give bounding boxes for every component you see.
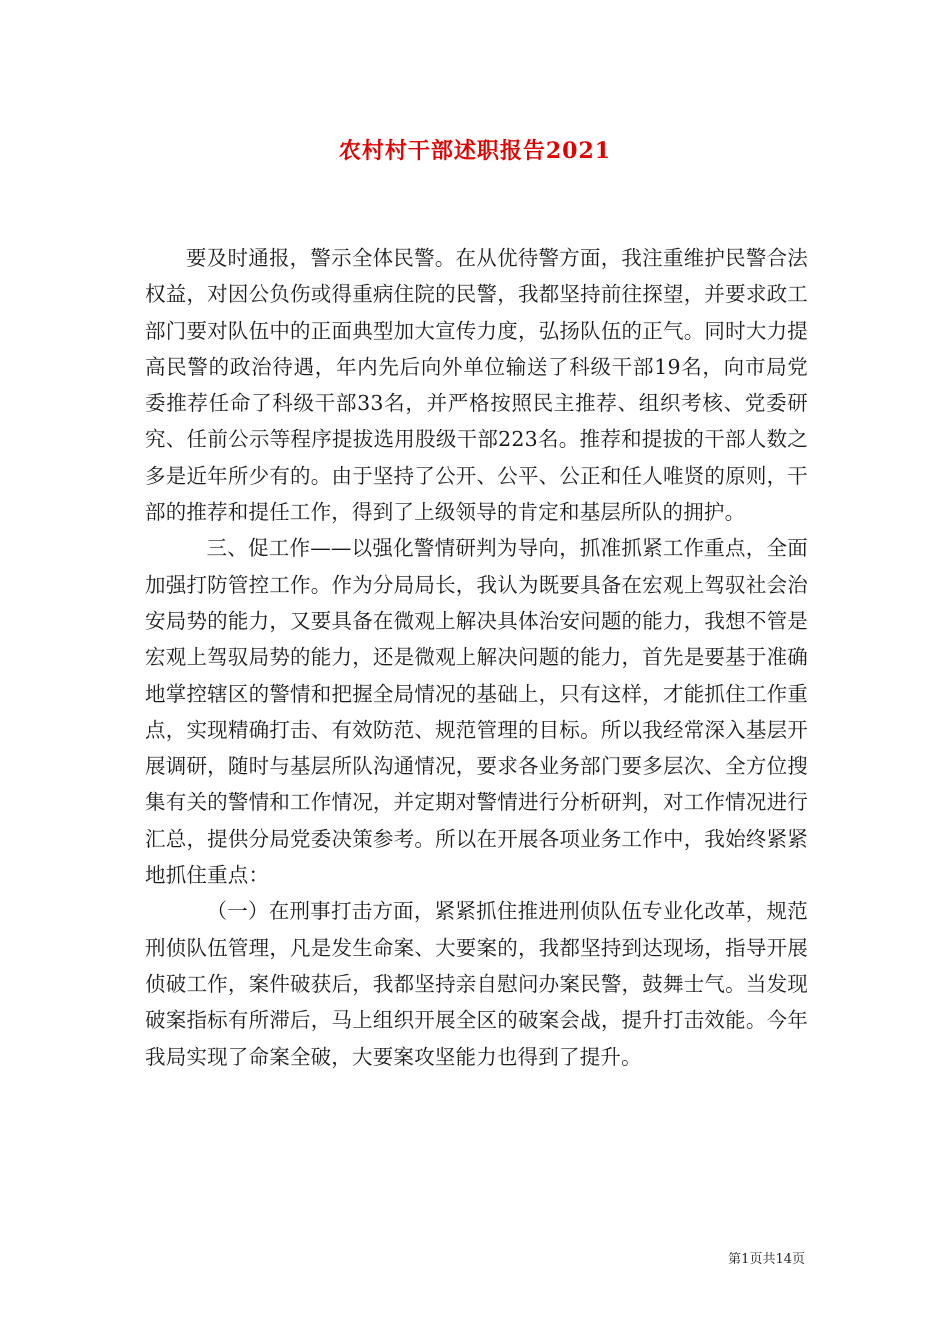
paragraph: 三、促工作——以强化警情研判为导向，抓准抓紧工作重点，全面加强打防管控工作。作为分局局长，我认为既要具备在宏观上驾驭社会治安局势的能力，又要具备在微观上解决具体治安问题的能力，我想不管是宏观上驾驭局势的能力，还是微观上解决问题的能力，首先是要基于准确地掌控辖区的警情和把握全局情况的基础上，只有这样，才能抓住工作重点，实现精确打击、有效防范、规范管理的目标。所以我经常深入基层开展调研，随时与基层所队沟通情况，要求各业务部门要多层次、全方位搜集有关的警情和工作情况，并定期对警情进行分析研判，对工作情况进行汇总，提供分局党委决策参考。所以在开展各项业务工作中，我始终紧紧地抓住重点：	[145, 536, 808, 888]
paragraph: 要及时通报，警示全体民警。在从优待警方面，我注重维护民警合法权益，对因公负伤或得重病住院的民警，我都坚持前往探望，并要求政工部门要对队伍中的正面典型加大宣传力度，弘扬队伍的正气。同时大力提高民警的政治待遇，年内先后向外单位输送了科级干部19名，向市局党委推荐任命了科级干部33名，并严格按照民主推荐、组织考核、党委研究、任前公示等程序提拔选用股级干部223名。推荐和提拔的干部人数之多是近年所少有的。由于坚持了公开、公平、公正和任人唯贤的原则，干部的推荐和提任工作，得到了上级领导的肯定和基层所队的拥护。	[145, 246, 808, 525]
paragraph: （一）在刑事打击方面，紧紧抓住推进刑侦队伍专业化改革，规范刑侦队伍管理，凡是发生命案、大要案的，我都坚持到达现场，指导开展侦破工作，案件破获后，我都坚持亲自慰问办案民警，鼓舞士气。当发现破案指标有所滞后，马上组织开展全区的破案会战，提升打击效能。今年我局实现了命案全破，大要案攻坚能力也得到了提升。	[145, 899, 808, 1069]
document-body	[145, 240, 808, 1075]
page-number: 第1页共14页	[728, 1252, 805, 1267]
document-title: 农村村干部述职报告2021	[338, 138, 612, 164]
